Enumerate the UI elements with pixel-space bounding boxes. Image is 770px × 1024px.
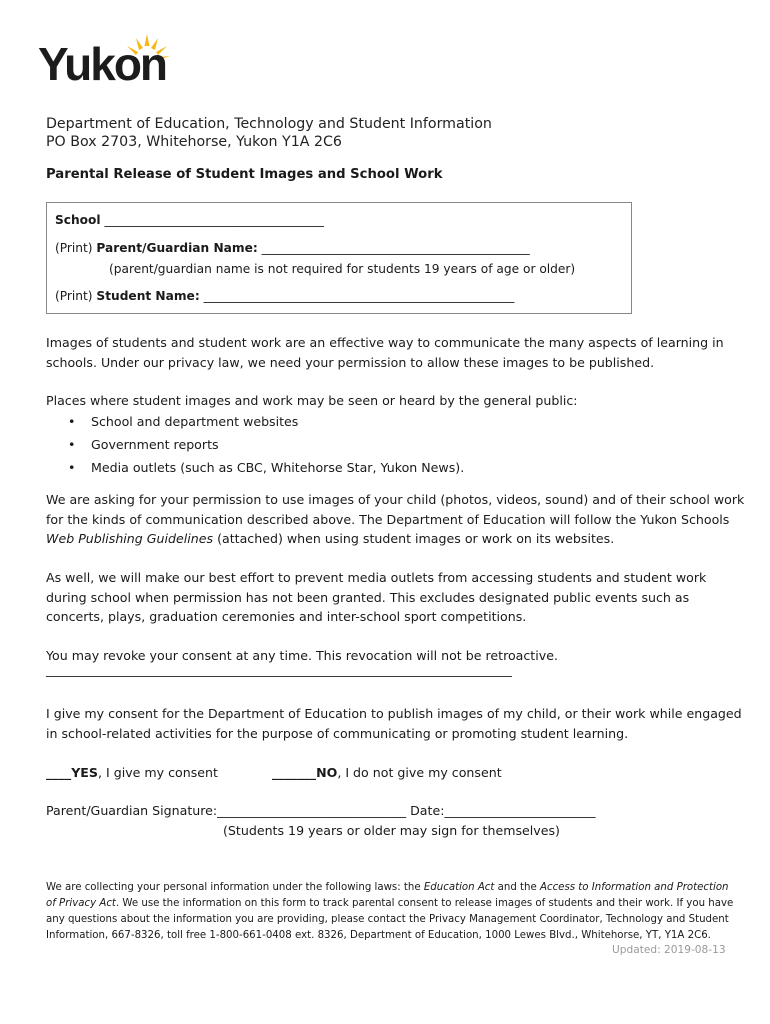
revoke-text: You may revoke your consent at any time. This revocation will not be retroactive. — [46, 648, 558, 663]
yukon-logo — [38, 32, 178, 90]
updated-date: Updated: 2019-08-13 — [612, 944, 726, 956]
intro-line: schools. Under our privacy law, we need your permission to allow these images to be published. — [46, 354, 655, 370]
no-label: NO — [316, 765, 338, 780]
consent-line: I give my consent for the Department of Education to publish images of my child, or their work while engaged — [46, 706, 742, 721]
media-paragraph — [46, 568, 706, 627]
student-name-label: Student Name: — [96, 289, 200, 303]
parent-name-line[interactable]: ____________________________________________ — [261, 241, 530, 255]
list-item: • School and department websites — [46, 410, 464, 433]
yes-text: , I give my consent — [97, 765, 218, 780]
list-item: • Media outlets (such as CBC, Whitehorse Star, Yukon News). — [46, 456, 464, 479]
school-line[interactable]: ____________________________________ — [104, 213, 324, 227]
privacy-line: of Privacy Act. We use the information on this form to track parental consent to release images of students and their work. If you have — [46, 898, 734, 909]
places-list — [46, 410, 464, 479]
department-address: PO Box 2703, Whitehorse, Yukon Y1A 2C6 — [46, 134, 342, 150]
consent-line: in school-related activities for the purpose of communicating or promoting student learning. — [46, 725, 629, 741]
department-name: Department of Education, Technology and Student Information — [46, 116, 492, 132]
department-header — [46, 115, 492, 151]
revoke-paragraph — [46, 646, 558, 679]
print-prefix: (Print) — [55, 289, 93, 303]
yes-label: YES — [71, 765, 98, 780]
form-title: Parental Release of Student Images and School Work — [46, 167, 443, 182]
consent-paragraph — [46, 704, 742, 743]
permission-line: for the kinds of communication described above. The Department of Education will follow the Yukon Schools — [46, 511, 730, 527]
school-label: School — [55, 213, 101, 227]
parent-name-field[interactable] — [55, 241, 530, 255]
education-act: Education Act — [423, 882, 495, 893]
yes-blank[interactable]: ____ — [46, 765, 72, 780]
student-name-field[interactable] — [55, 289, 514, 303]
media-line: As well, we will make our best effort to prevent media outlets from accessing students and student work — [46, 570, 707, 585]
yes-option[interactable] — [46, 763, 218, 783]
print-prefix: (Print) — [55, 241, 93, 255]
intro-paragraph — [46, 333, 724, 372]
privacy-line: Information, 667-8326, toll free 1-800-661-0408 ext. 8326, Department of Education, 1000 Lewes Blvd., Whitehorse, YT, Y1A 2C6. — [46, 930, 711, 941]
permission-line: We are asking for your permission to use images of your child (photos, videos, sound) and of their school work — [46, 492, 745, 507]
media-line: concerts, plays, graduation ceremonies and inter-school sport competitions. — [46, 609, 527, 625]
student-name-line[interactable]: ___________________________________________________ — [203, 289, 515, 303]
permission-paragraph — [46, 490, 744, 549]
date-label: Date: — [410, 803, 445, 818]
student-info-box — [46, 202, 632, 314]
permission-line-rest: (attached) when using student images or work on its websites. — [213, 531, 615, 547]
privacy-act: Access to Information and Protection — [540, 882, 729, 893]
privacy-notice — [46, 880, 733, 944]
intro-line: Images of students and student work are an effective way to communicate the many aspects of learning in — [46, 335, 724, 350]
date-line[interactable]: ________________________ — [444, 803, 596, 818]
separator-line: __________________________________________________________________________ — [46, 661, 512, 677]
no-option[interactable] — [272, 763, 502, 783]
signature-label: Parent/Guardian Signature: — [46, 803, 218, 818]
parent-name-label: Parent/Guardian Name: — [96, 241, 258, 255]
list-item: • Government reports — [46, 433, 464, 456]
privacy-act-cont: of Privacy Act — [46, 898, 116, 909]
permission-line — [46, 529, 744, 549]
privacy-line: We are collecting your personal information under the following laws: the Education Act and the Access to Information and Protection — [46, 882, 729, 893]
signature-line[interactable]: ______________________________ — [217, 803, 407, 818]
privacy-line: any questions about the information you are providing, please contact the Privacy Management Coordinator, Technology and Student — [46, 914, 729, 925]
signature-note: (Students 19 years or older may sign for themselves) — [223, 823, 560, 838]
no-blank[interactable]: _______ — [272, 765, 317, 780]
school-field[interactable] — [55, 213, 324, 227]
logo-wordmark: Yukon — [38, 38, 167, 90]
guidelines-title: Web Publishing Guidelines — [46, 531, 214, 547]
media-line: during school when permission has not been granted. This excludes designated public events such as — [46, 589, 690, 605]
signature-row — [46, 801, 596, 821]
no-text: , I do not give my consent — [337, 765, 502, 780]
places-intro: Places where student images and work may be seen or heard by the general public: — [46, 393, 578, 408]
parent-name-note: (parent/guardian name is not required for students 19 years of age or older) — [109, 262, 576, 276]
